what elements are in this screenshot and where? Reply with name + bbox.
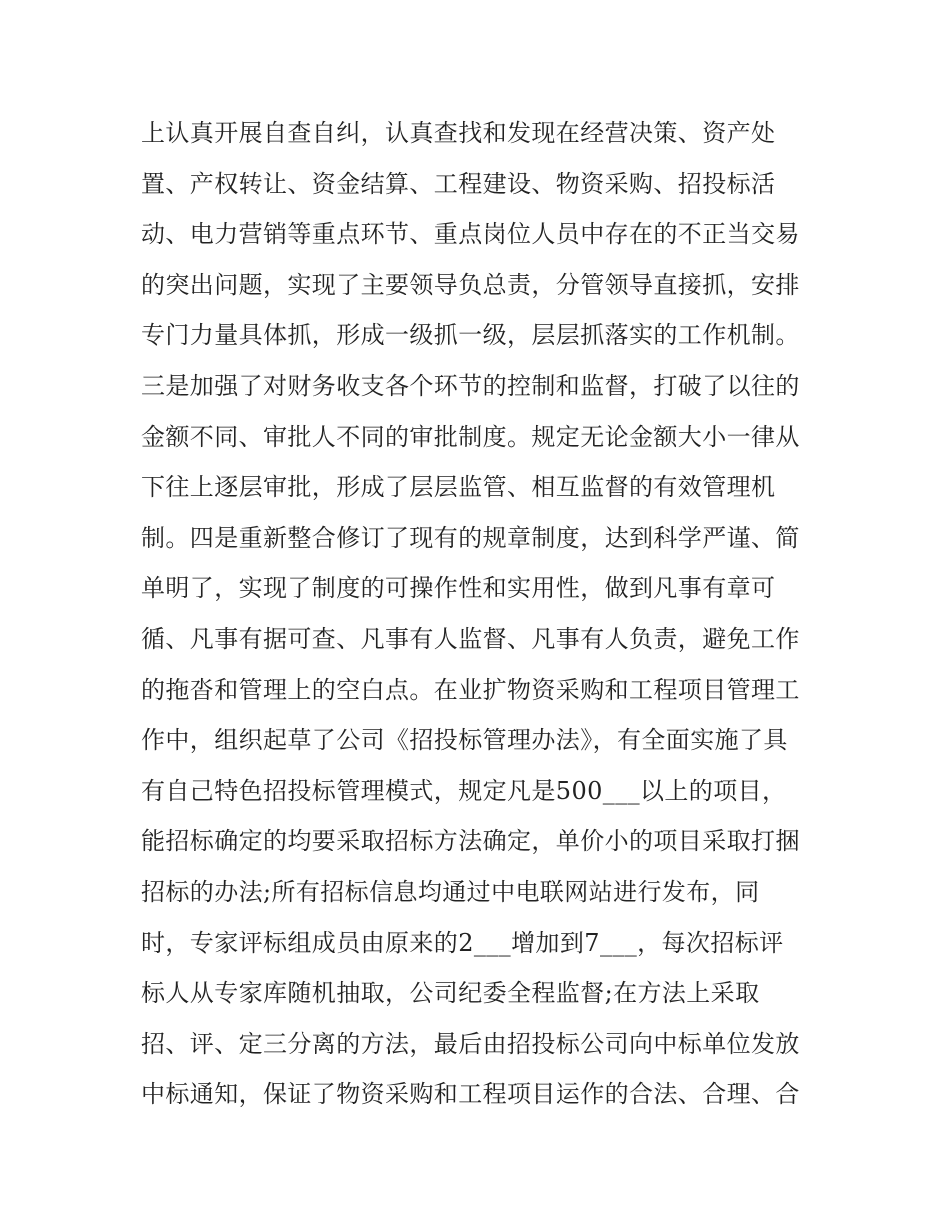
text-line: 置、产权转让、资金结算、工程建设、物资采购、招投标活 <box>141 169 776 198</box>
text-line: 动、电力营销等重点环节、重点岗位人员中存在的不正当交易 <box>141 220 800 249</box>
text-line: 上认真开展自查自纠，认真查找和发现在经营决策、资产处 <box>141 119 776 147</box>
text-line: 时，专家评标组成员由原来的2___增加到7___，每次招标评 <box>141 928 784 957</box>
text-line: 能招标确定的均要采取招标方法确定，单价小的项目采取打捆 <box>141 827 800 856</box>
text-line: 标人从专家库随机抽取，公司纪委全程监督;在方法上采取 <box>141 979 760 1008</box>
text-line: 作中，组织起草了公司《招投标管理办法》，有全面实施了具 <box>141 726 788 755</box>
body-paragraph <box>141 108 821 1120</box>
text-line: 专门力量具体抓，形成一级抓一级，层层抓落实的工作机制。 <box>141 321 800 350</box>
text-line: 招标的办法;所有招标信息均通过中电联网站进行发布，同 <box>141 877 760 906</box>
text-line: 下往上逐层审批，形成了层层监管、相互监督的有效管理机 <box>141 473 776 502</box>
text-line: 三是加强了对财务收支各个环节的控制和监督，打破了以往的 <box>141 371 800 400</box>
text-line: 的突出问题，实现了主要领导负总责，分管领导直接抓，安排 <box>141 270 800 299</box>
text-line: 循、凡事有据可查、凡事有人监督、凡事有人负责，避免工作 <box>141 624 800 653</box>
text-line: 单明了，实现了制度的可操作性和实用性，做到凡事有章可 <box>141 574 776 603</box>
text-line: 有自己特色招投标管理模式，规定凡是500___以上的项目， <box>141 776 787 805</box>
text-line: 招、评、定三分离的方法，最后由招投标公司向中标单位发放 <box>141 1029 800 1058</box>
text-line: 的拖沓和管理上的空白点。在业扩物资采购和工程项目管理工 <box>141 675 800 704</box>
text-line: 中标通知，保证了物资采购和工程项目运作的合法、合理、合 <box>141 1080 800 1109</box>
text-line: 金额不同、审批人不同的审批制度。规定无论金额大小一律从 <box>141 422 800 451</box>
text-line: 制。四是重新整合修订了现有的规章制度，达到科学严谨、简 <box>141 523 800 552</box>
